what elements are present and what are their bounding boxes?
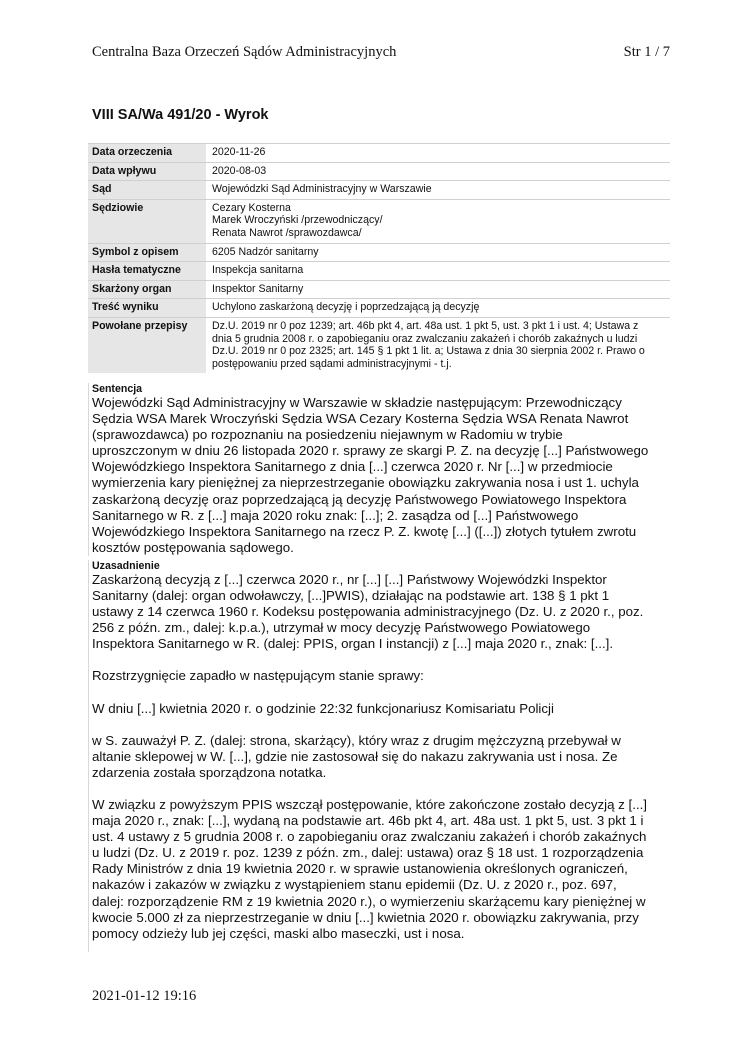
uzasadnienie-line: 256 z późn. zm., dalej: k.p.a.), utrzymał w mocy decyzję Państwowego Powiatowego <box>92 620 591 636</box>
print-timestamp: 2021-01-12 19:16 <box>92 988 197 1004</box>
uzasadnienie-line: kwocie 5.000 zł za nieprzestrzeganie w dniu [...] kwietnia 2020 r. obowiązku zakrywania, przy <box>92 909 639 925</box>
metadata-value <box>206 317 670 373</box>
uzasadnienie-line: pomocy odzieży lub jej części, maski albo maseczki, ust i nosa. <box>92 925 465 941</box>
metadata-value <box>206 262 670 281</box>
metadata-value-line: Dz.U. 2019 nr 0 poz 2325; art. 145 § 1 pkt 1 lit. a; Ustawa z dnia 30 sierpnia 2002 r. Prawo o <box>212 345 645 358</box>
metadata-value-line: Cezary Kosterna <box>212 201 291 214</box>
sentencja-line: zaskarżoną decyzję oraz poprzedzającą ją decyzję Państwowego Powiatowego Inspektora <box>92 491 627 507</box>
uzasadnienie-line: w S. zauważył P. Z. (dalej: strona, skarżący), który wraz z drugim mężczyzną przebywał w <box>92 732 621 748</box>
metadata-value-line: 2020-11-26 <box>212 146 266 158</box>
metadata-row <box>88 162 670 181</box>
metadata-label: Sędziowie <box>88 199 206 243</box>
metadata-value-line: Uchylono zaskarżoną decyzję i poprzedzającą ją decyzję <box>212 301 480 314</box>
uzasadnienie-paragraph <box>92 668 678 684</box>
sentencja-line: Wojewódzkiego Inspektora Sanitarnego na rzecz P. Z. kwotę [...] ([...]) złotych tytułem zwrotu <box>92 523 637 539</box>
uzasadnienie-line: zdarzenia została sporządzona notatka. <box>92 764 327 780</box>
metadata-label: Sąd <box>88 181 206 200</box>
sentencja-line: Sanitarnego w R. z [...] maja 2020 roku znak: [...]; 2. zasądza od [...] Państwowego <box>92 507 579 523</box>
metadata-row <box>88 317 670 373</box>
metadata-label: Treść wyniku <box>88 299 206 318</box>
metadata-label: Hasła tematyczne <box>88 262 206 281</box>
uzasadnienie-line: maja 2020 r., znak: [...], wydaną na podstawie art. 46b pkt 4, art. 48a ust. 1 pkt 5, ust. 3 pkt 1 i <box>92 813 644 829</box>
uzasadnienie-line: u ludzi (Dz. U. z 2019 r. poz. 1239 z późn. zm., dalej: ustawa) oraz § 18 ust. 1 rozporządzenia <box>92 845 644 861</box>
uzasadnienie-line: Rady Ministrów z dnia 19 kwietnia 2020 r. w sprawie ustanowienia określonych ograniczeń, <box>92 861 628 877</box>
uzasadnienie-line: ustawy z 14 czerwca 1960 r. Kodeksu postępowania administracyjnego (Dz. U. z 2020 r., poz. <box>92 604 644 620</box>
uzasadnienie-paragraph <box>92 572 678 652</box>
metadata-row <box>88 299 670 318</box>
sentencja-line: kosztów postępowania sądowego. <box>92 539 294 555</box>
metadata-label: Data wpływu <box>88 162 206 181</box>
source-name: Centralna Baza Orzeczeń Sądów Administracyjnych <box>92 44 397 60</box>
metadata-value-line: 6205 Nadzór sanitarny <box>212 245 319 258</box>
uzasadnienie-text <box>92 572 678 942</box>
metadata-row <box>88 243 670 262</box>
uzasadnienie-line: altanie sklepowej w W. [...], gdzie nie zastosował się do nakazu zakrywania ust i nosa. Ze <box>92 748 618 764</box>
metadata-table <box>88 143 670 373</box>
sentencja-section <box>88 383 678 556</box>
sentencja-line: uproszczonym w dniu 26 listopada 2020 r. sprawy ze skargi P. Z. na decyzję [...] Państwowego <box>92 443 649 459</box>
uzasadnienie-line: ust. 4 ustawy z 5 grudnia 2008 r. o zapobieganiu oraz zwalczaniu zakażeń i chorób zakaźnych <box>92 829 647 845</box>
metadata-row <box>88 262 670 281</box>
sentencja-line: Wojewódzki Sąd Administracyjny w Warszawie w składzie następującym: Przewodniczący <box>92 395 622 410</box>
metadata-value <box>206 243 670 262</box>
uzasadnienie-line: Rozstrzygnięcie zapadło w następującym stanie sprawy: <box>92 668 424 684</box>
metadata-label: Symbol z opisem <box>88 243 206 262</box>
uzasadnienie-line: Inspektora Sanitarnego w R. (dalej: PPIS, organ I instancji) z [...] maja 2020 r., znak: [...]. <box>92 636 614 652</box>
document-title: VIII SA/Wa 491/20 - Wyrok <box>92 107 269 123</box>
metadata-row <box>88 280 670 299</box>
page-number: Str 1 / 7 <box>623 44 670 60</box>
metadata-value <box>206 199 670 243</box>
uzasadnienie-line: Sanitarny (dalej: organ odwoławczy, [...]PWIS), działając na podstawie art. 138 § 1 pkt 1 <box>92 588 610 604</box>
metadata-label: Data orzeczenia <box>88 144 206 163</box>
uzasadnienie-line: W dniu [...] kwietnia 2020 r. o godzinie 22:32 funkcjonariusz Komisariatu Policji <box>92 700 554 716</box>
sentencja-line: Sędzia WSA Marek Wroczyński Sędzia WSA Cezary Kosterna Sędzia WSA Renata Nawrot <box>92 411 629 427</box>
metadata-value-line: Dz.U. 2019 nr 0 poz 1239; art. 46b pkt 4, art. 48a ust. 1 pkt 5, ust. 3 pkt 1 i ust. 4; Ustawa z <box>212 319 639 332</box>
uzasadnienie-heading: Uzasadnienie <box>92 560 160 572</box>
uzasadnienie-paragraph <box>92 797 678 942</box>
sentencja-line: Wojewódzkiego Inspektora Sanitarnego z dnia [...] czerwca 2020 r. Nr [...] w przedmiocie <box>92 459 613 475</box>
metadata-value-line: Wojewódzki Sąd Administracyjny w Warszawie <box>212 183 432 196</box>
metadata-label: Powołane przepisy <box>88 317 206 373</box>
metadata-value-line: dnia 5 grudnia 2008 r. o zapobieganiu oraz zwalczaniu zakażeń i chorób zakaźnych u ludzi <box>212 332 638 345</box>
uzasadnienie-line: nakazów i zakazów w związku z wystąpieniem stanu epidemii (Dz. U. z 2020 r., poz. 697, <box>92 877 617 893</box>
metadata-value-line: Marek Wroczyński /przewodniczący/ <box>212 214 383 227</box>
metadata-row <box>88 181 670 200</box>
uzasadnienie-paragraph <box>92 733 678 781</box>
metadata-value-line: 2020-08-03 <box>212 164 267 177</box>
metadata-label: Skarżony organ <box>88 280 206 299</box>
uzasadnienie-line: dalej: rozporządzenie RM z 19 kwietnia 2020 r.), o wymierzeniu skarżącemu kary pieniężnej w <box>92 893 646 909</box>
sentencja-heading: Sentencja <box>92 383 143 395</box>
uzasadnienie-section <box>88 560 678 952</box>
sentencja-text <box>92 395 678 556</box>
metadata-value-line: Inspekcja sanitarna <box>212 264 304 277</box>
metadata-row <box>88 144 670 163</box>
sentencja-line: wymierzenia kary pieniężnej za nieprzestrzeganie obowiązku zakrywania nosa i ust 1. uchyla <box>92 475 639 491</box>
uzasadnienie-line: Zaskarżoną decyzją z [...] czerwca 2020 r., nr [...] [...] Państwowy Wojewódzki Inspektor <box>92 572 607 587</box>
metadata-value-line: Inspektor Sanitarny <box>212 282 304 295</box>
metadata-value <box>206 144 670 163</box>
metadata-value <box>206 299 670 318</box>
metadata-value <box>206 280 670 299</box>
uzasadnienie-paragraph <box>92 701 678 717</box>
metadata-value-line: Renata Nawrot /sprawozdawca/ <box>212 226 362 239</box>
sentencja-line: (sprawozdawca) po rozpoznaniu na posiedzeniu niejawnym w Radomiu w trybie <box>92 427 563 443</box>
metadata-value-line: postępowaniu przed sądami administracyjnymi - t.j. <box>212 357 452 370</box>
metadata-value <box>206 181 670 200</box>
uzasadnienie-line: W związku z powyższym PPIS wszczął postępowanie, które zakończone zostało decyzją z [...] <box>92 796 647 812</box>
metadata-value <box>206 162 670 181</box>
metadata-row <box>88 199 670 243</box>
